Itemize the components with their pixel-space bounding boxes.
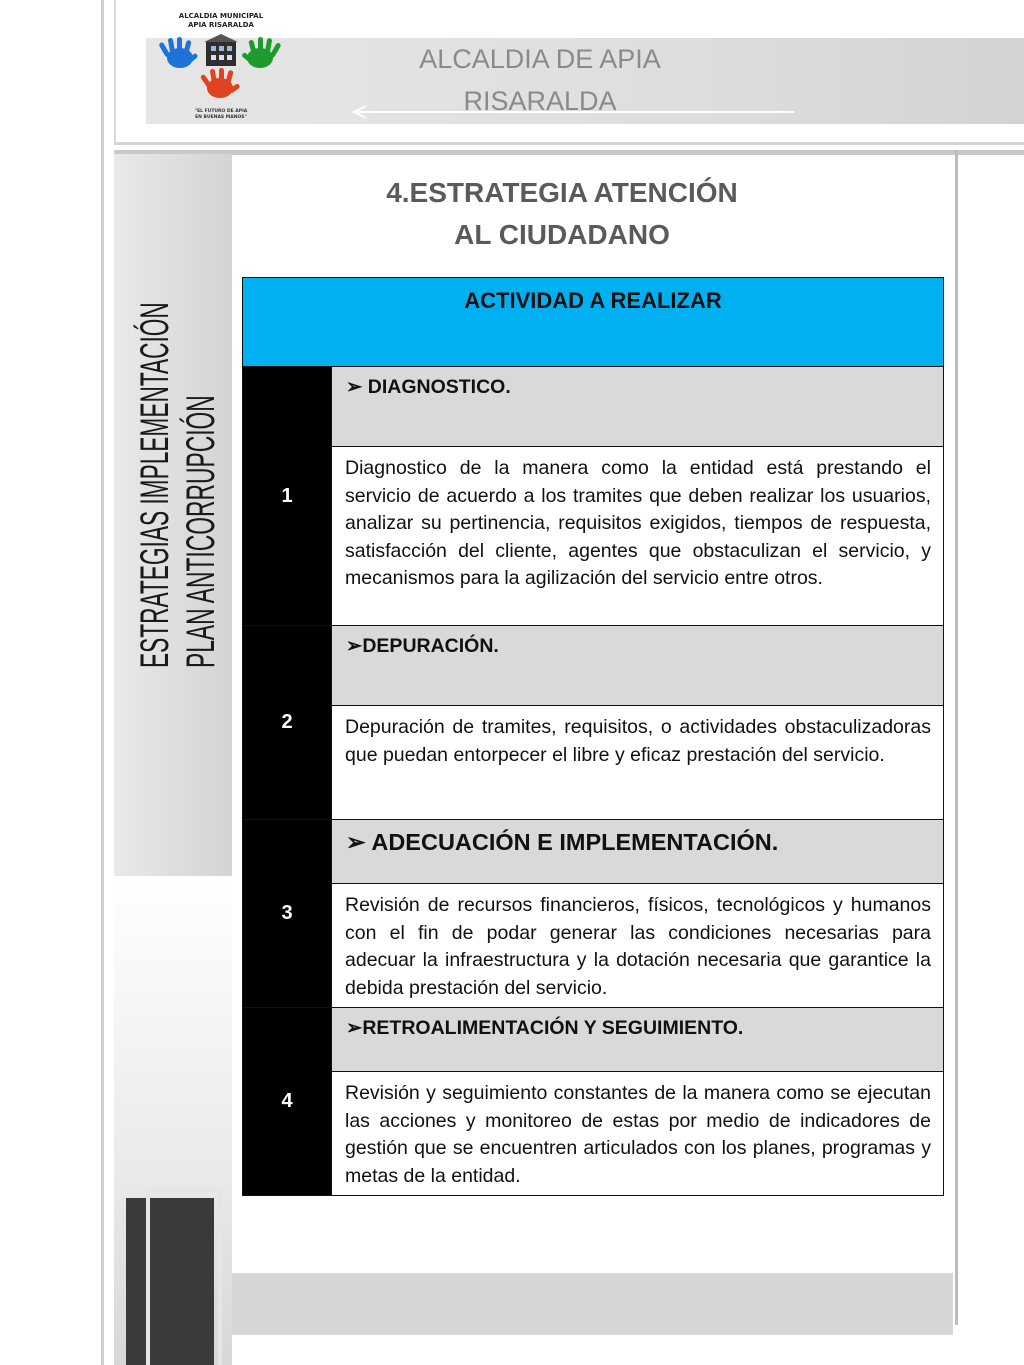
row-heading-text: ADECUACIÓN E IMPLEMENTACIÓN. [371, 829, 779, 855]
row-heading [332, 367, 944, 447]
header-title-line1: ALCALDIA DE APIA [419, 44, 661, 74]
sidebar-line2: PLAN ANTICORRUPCIÓN [179, 371, 222, 668]
page-border-inner-left [114, 0, 116, 144]
sidebar-line1: ESTRATEGIAS IMPLEMENTACIÓN [133, 300, 178, 668]
page-border-right [955, 150, 958, 1325]
row-description: Diagnostico de la manera como la entidad está prestando el servicio de acuerdo a los tramites que deben realizar los usuarios, analizar su pertinencia, requisitos exigidos, tiempos de respuesta, satisfacción del cliente, agentes que obstaculizan el servicio, y mecanismos para la agilización del servicio entre otros. [332, 447, 944, 626]
row-heading-text: DIAGNOSTICO. [367, 376, 511, 398]
arrowhead-bullet-icon: ➢ [346, 1017, 363, 1039]
row-heading-text: RETROALIMENTACIÓN Y SEGUIMIENTO. [362, 1017, 744, 1039]
row-number: 3 [243, 820, 332, 1008]
sidebar-dark-frame [146, 1188, 222, 1365]
row-number: 1 [243, 367, 332, 626]
row-description: Revisión de recursos financieros, físicos, tecnológicos y humanos con el fin de podar generar las condiciones necesarias para adecuar la infraestructura y la dotación necesaria que garantice la debida prestación del servicio. [332, 884, 944, 1008]
activities-table [242, 277, 944, 1196]
header-divider-2 [114, 150, 1024, 155]
logo-top-line2: APIA RISARALDA [188, 21, 254, 29]
municipal-logo [146, 4, 296, 124]
page-border-left [101, 0, 104, 1365]
arrowhead-bullet-icon: ➢ [346, 635, 363, 657]
arrow-left-icon [350, 104, 796, 120]
section-title [340, 172, 784, 256]
row-heading [332, 1008, 944, 1072]
row-heading [332, 626, 944, 706]
header-divider [114, 142, 1024, 145]
logo-bottom-line2: EN BUENAS MANOS" [195, 115, 247, 120]
row-description: Depuración de tramites, requisitos, o actividades obstaculizadoras que puedan entorpecer el libre y eficaz prestación del servicio. [332, 706, 944, 820]
hands-logo-icon [156, 32, 286, 108]
sidebar-vertical-title [132, 300, 222, 670]
row-heading-text: DEPURACIÓN. [362, 635, 499, 657]
logo-top-line1: ALCALDIA MUNICIPAL [178, 12, 264, 20]
row-number: 2 [243, 626, 332, 820]
logo-bottom-line1: "EL FUTURO DE APIA [194, 109, 248, 114]
header-title-line2: RISARALDA [463, 86, 617, 116]
section-title-line1: 4.ESTRATEGIA ATENCIÓN [386, 177, 738, 208]
row-heading [332, 820, 944, 884]
row-number: 4 [243, 1008, 332, 1196]
row-description: Revisión y seguimiento constantes de la manera como se ejecutan las acciones y monitoreo de estas por medio de indicadores de gestión que se encuentren articulados con los planes, programas y metas de la entidad. [332, 1072, 944, 1196]
section-title-line2: AL CIUDADANO [454, 219, 670, 250]
table-header: ACTIVIDAD A REALIZAR [243, 278, 944, 367]
footer-band [232, 1273, 953, 1335]
arrowhead-bullet-icon: ➢ [346, 376, 368, 398]
arrowhead-bullet-icon: ➢ [346, 829, 372, 855]
